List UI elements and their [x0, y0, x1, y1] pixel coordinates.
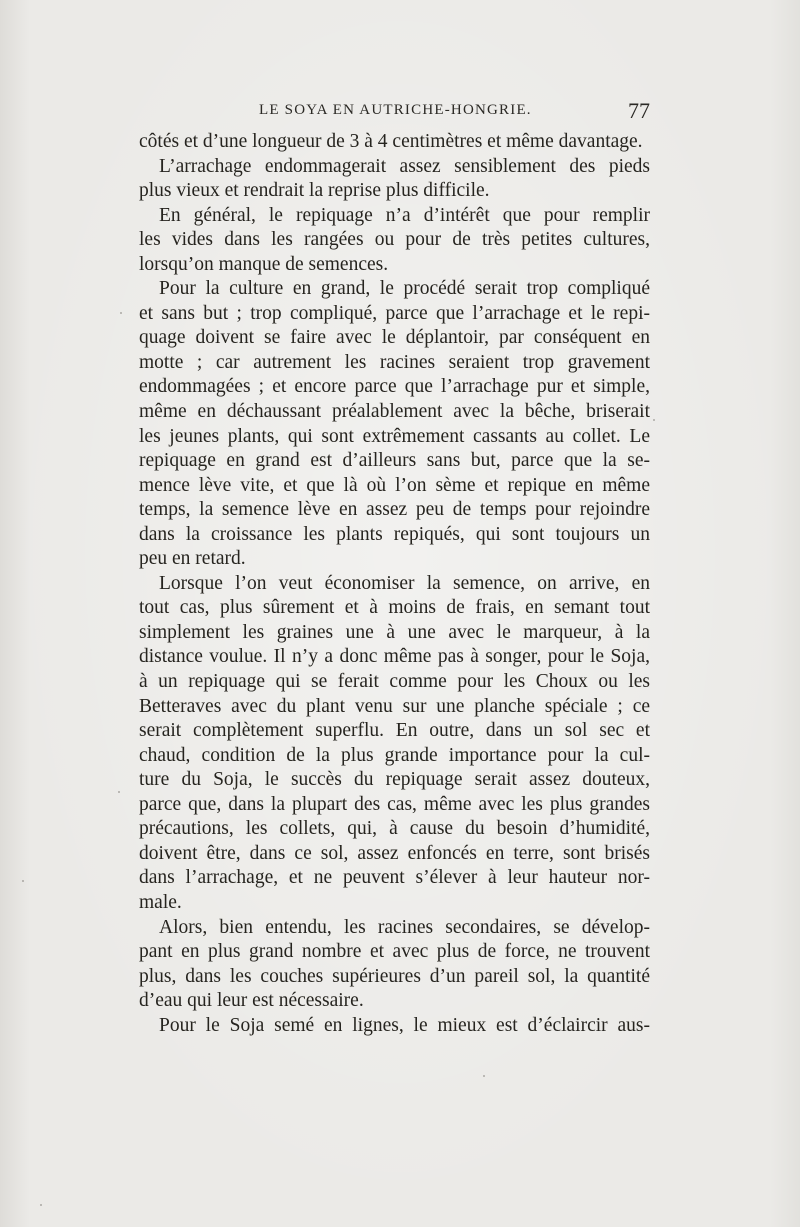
- paper-speck: [483, 1075, 485, 1077]
- paper-speck: [22, 880, 24, 882]
- text-line: temps, la semence lève en assez peu de temps pour rejoindre: [139, 499, 650, 521]
- paper-speck: [653, 419, 655, 421]
- text-line: motte ; car autrement les racines seraient trop gravement: [139, 351, 650, 373]
- text-line: mence lève vite, et que là où l’on sème et repique en même: [139, 474, 650, 496]
- text-line: d’eau qui leur est nécessaire.: [139, 990, 364, 1012]
- text-line: En général, le repiquage n’a d’intérêt que pour remplir: [159, 204, 650, 226]
- paper-speck: [118, 791, 120, 793]
- text-line: repiquage en grand est d’ailleurs sans but, parce que la se-: [139, 450, 650, 472]
- body-text: [139, 130, 650, 1038]
- text-line: simplement les graines une à une avec le marqueur, à la: [139, 621, 650, 643]
- page-header: [139, 98, 650, 128]
- running-title: LE SOYA EN AUTRICHE-HONGRIE.: [259, 102, 532, 118]
- paper-speck: [120, 312, 122, 314]
- text-line: à un repiquage qui se ferait comme pour les Choux ou les: [139, 671, 650, 693]
- text-line: lorsqu’on manque de semences.: [139, 253, 389, 275]
- text-line: Alors, bien entendu, les racines secondaires, se dévelop-: [159, 916, 650, 938]
- text-line: quage doivent se faire avec le déplantoir, par conséquent en: [139, 327, 650, 349]
- text-line: côtés et d’une longueur de 3 à 4 centimètres et même davantage.: [139, 131, 643, 152]
- text-line: Betteraves avec du plant venu sur une planche spéciale ; ce: [139, 695, 650, 717]
- text-line: les jeunes plants, qui sont extrêmement cassants au collet. Le: [139, 425, 650, 447]
- text-line: plus, dans les couches supérieures d’un pareil sol, la quantité: [139, 965, 650, 987]
- text-line: même en déchaussant préalablement avec la bêche, briserait: [139, 401, 650, 423]
- text-line: parce que, dans la plupart des cas, même avec les plus grandes: [139, 793, 650, 815]
- text-line: précautions, les collets, qui, à cause du besoin d’humidité,: [139, 818, 650, 840]
- text-line: male.: [139, 891, 182, 913]
- text-line: les vides dans les rangées ou pour de très petites cultures,: [139, 229, 650, 251]
- text-line: dans la croissance les plants repiqués, qui sont toujours un: [139, 523, 650, 545]
- text-line: doivent être, dans ce sol, assez enfoncés en terre, sont brisés: [139, 842, 650, 864]
- text-line: pant en plus grand nombre et avec plus de force, ne trouvent: [139, 941, 650, 963]
- text-line: serait complètement superflu. En outre, dans un sol sec et: [139, 720, 650, 742]
- text-line: Pour la culture en grand, le procédé serait trop compliqué: [159, 278, 650, 300]
- text-line: Lorsque l’on veut économiser la semence, on arrive, en: [159, 572, 650, 594]
- text-line: dans l’arrachage, et ne peuvent s’élever à leur hauteur nor-: [139, 867, 650, 889]
- text-line: chaud, condition de la plus grande importance pour la cul-: [139, 744, 650, 766]
- text-line: L’arrachage endommagerait assez sensiblement des pieds: [159, 155, 650, 177]
- text-line: et sans but ; trop compliqué, parce que l’arrachage et le repi-: [139, 302, 650, 324]
- text-line: Pour le Soja semé en lignes, le mieux est d’éclaircir aus-: [159, 1014, 650, 1036]
- text-line: endommagées ; et encore parce que l’arrachage pur et simple,: [139, 376, 650, 398]
- text-line: tout cas, plus sûrement et à moins de frais, en semant tout: [139, 597, 650, 619]
- text-line: ture du Soja, le succès du repiquage serait assez douteux,: [139, 769, 650, 791]
- text-line: peu en retard.: [139, 548, 246, 570]
- paper-speck: [40, 1204, 42, 1206]
- text-line: plus vieux et rendrait la reprise plus difficile.: [139, 180, 490, 202]
- page-number: 77: [628, 98, 650, 123]
- text-line: distance voulue. Il n’y a donc même pas à songer, pour le Soja,: [139, 646, 650, 668]
